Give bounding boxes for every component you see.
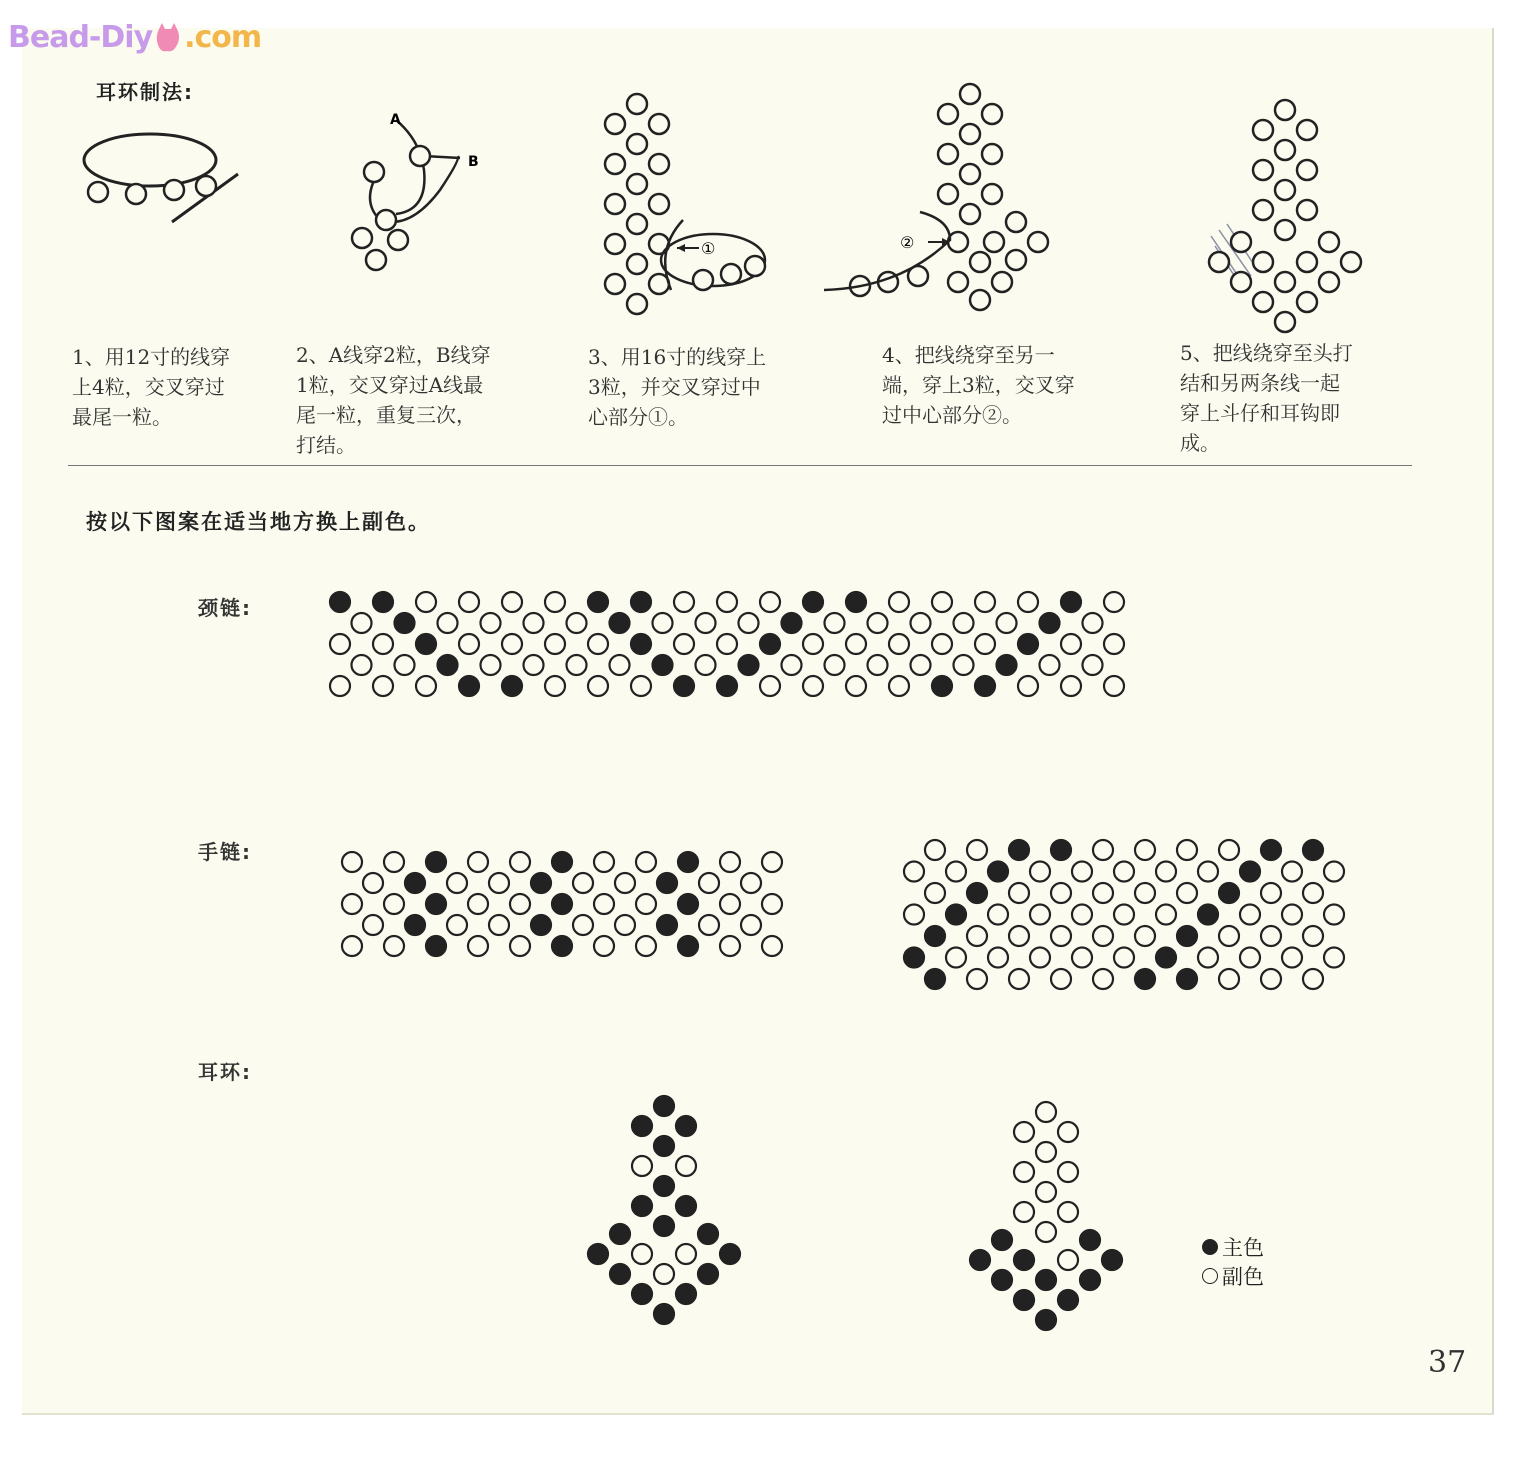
bead-secondary-color [1014, 1122, 1034, 1142]
bead-secondary-color [676, 1156, 696, 1176]
bead-secondary-color [762, 894, 782, 914]
step-4-text: 4、把线绕穿至另一 端，穿上3粒，交叉穿 过中心部分②。 [882, 343, 1075, 427]
bead-main-color [739, 655, 759, 675]
bead-secondary-color [468, 852, 488, 872]
bead-main-color [1261, 840, 1281, 860]
bead-main-color [846, 592, 866, 612]
bead-secondary-color [468, 894, 488, 914]
bead-main-color [1303, 840, 1323, 860]
bead-main-color [632, 1284, 652, 1304]
bead-secondary-color [636, 894, 656, 914]
bead-secondary-color [1036, 1182, 1056, 1202]
bead-main-color [330, 592, 350, 612]
bead-secondary-color [1093, 840, 1113, 860]
bead-main-color [674, 676, 694, 696]
bead-secondary-color [699, 873, 719, 893]
bead-secondary-color [1324, 905, 1344, 925]
bead-main-color [610, 1264, 630, 1284]
bead-secondary-color [1083, 613, 1103, 633]
bead-secondary-color [1303, 969, 1323, 989]
bead-secondary-color [1104, 676, 1124, 696]
bracelet-bead-pattern-2 [900, 836, 1360, 992]
bead-secondary-color [1036, 1142, 1056, 1162]
bead-secondary-color [889, 634, 909, 654]
bead-secondary-color [1093, 969, 1113, 989]
bead-main-color [992, 1230, 1012, 1250]
section-divider [68, 465, 1412, 466]
bead-secondary-color [1135, 840, 1155, 860]
bead-secondary-color [384, 936, 404, 956]
bead-secondary-color [489, 873, 509, 893]
bead-main-color [426, 852, 446, 872]
bead-secondary-color [1051, 926, 1071, 946]
empty-bead-icon [1202, 1268, 1218, 1284]
bead-secondary-color [481, 613, 501, 633]
center-marker-2: ② [900, 233, 915, 252]
bead-secondary-color [545, 676, 565, 696]
step-5-diagram [1205, 96, 1365, 336]
bead-main-color [1219, 883, 1239, 903]
bead-main-color [657, 873, 677, 893]
bead-secondary-color [330, 676, 350, 696]
earring-label: 耳环: [198, 1060, 252, 1084]
bead-secondary-color [1219, 840, 1239, 860]
bead-secondary-color [696, 655, 716, 675]
earring-bead-pattern-1 [586, 1094, 746, 1334]
bead-main-color [782, 613, 802, 633]
bead-main-color [1061, 592, 1081, 612]
necklace-bead-pattern [326, 588, 1126, 708]
bead-secondary-color [653, 613, 673, 633]
bead-main-color [531, 915, 551, 935]
bead-secondary-color [1104, 634, 1124, 654]
bead-main-color [1080, 1270, 1100, 1290]
bead-secondary-color [654, 1264, 674, 1284]
bead-secondary-color [762, 936, 782, 956]
bead-main-color [1198, 905, 1218, 925]
bead-secondary-color [1061, 676, 1081, 696]
bead-secondary-color [1051, 883, 1071, 903]
bead-secondary-color [1135, 926, 1155, 946]
bead-main-color [1135, 969, 1155, 989]
bead-secondary-color [1324, 948, 1344, 968]
bead-secondary-color [636, 936, 656, 956]
bead-secondary-color [632, 1156, 652, 1176]
bead-secondary-color [997, 613, 1017, 633]
bead-secondary-color [363, 873, 383, 893]
bead-secondary-color [1324, 862, 1344, 882]
bead-secondary-color [1009, 969, 1029, 989]
bead-secondary-color [1072, 905, 1092, 925]
thread-a-label: A [390, 112, 401, 128]
bead-secondary-color [1093, 926, 1113, 946]
bead-secondary-color [1030, 948, 1050, 968]
bead-main-color [1014, 1250, 1034, 1270]
bead-secondary-color [1009, 883, 1029, 903]
filled-bead-icon [1202, 1239, 1218, 1255]
bead-secondary-color [868, 655, 888, 675]
bead-secondary-color [567, 655, 587, 675]
bead-secondary-color [573, 915, 593, 935]
bead-secondary-color [1030, 862, 1050, 882]
bead-secondary-color [889, 676, 909, 696]
bead-main-color [610, 613, 630, 633]
bead-secondary-color [825, 655, 845, 675]
bead-secondary-color [395, 655, 415, 675]
bead-secondary-color [967, 969, 987, 989]
bead-secondary-color [975, 592, 995, 612]
bead-secondary-color [1261, 926, 1281, 946]
bead-secondary-color [1072, 948, 1092, 968]
bead-secondary-color [1177, 840, 1197, 860]
bead-main-color [997, 655, 1017, 675]
bead-secondary-color [699, 915, 719, 935]
bead-main-color [1240, 862, 1260, 882]
bead-secondary-color [760, 592, 780, 612]
bead-secondary-color [330, 634, 350, 654]
bead-main-color [653, 655, 673, 675]
bead-main-color [717, 676, 737, 696]
bead-secondary-color [1282, 948, 1302, 968]
bead-secondary-color [1219, 926, 1239, 946]
bead-main-color [1156, 948, 1176, 968]
bead-secondary-color [1240, 948, 1260, 968]
bead-main-color [676, 1284, 696, 1304]
bead-main-color [373, 592, 393, 612]
bead-secondary-color [674, 634, 694, 654]
bead-secondary-color [911, 655, 931, 675]
bead-main-color [631, 592, 651, 612]
bead-secondary-color [1303, 926, 1323, 946]
bead-secondary-color [631, 676, 651, 696]
bead-main-color [925, 926, 945, 946]
bead-secondary-color [1303, 883, 1323, 903]
bead-secondary-color [1040, 655, 1060, 675]
bead-secondary-color [720, 936, 740, 956]
bead-secondary-color [762, 852, 782, 872]
bead-secondary-color [741, 873, 761, 893]
bead-main-color [405, 873, 425, 893]
bead-secondary-color [1061, 634, 1081, 654]
bead-main-color [426, 894, 446, 914]
bead-main-color [678, 936, 698, 956]
bead-main-color [1177, 969, 1197, 989]
bead-main-color [1080, 1230, 1100, 1250]
bead-main-color [1177, 926, 1197, 946]
bead-main-color [1036, 1310, 1056, 1330]
bead-main-color [1040, 613, 1060, 633]
bead-secondary-color [1156, 862, 1176, 882]
bead-main-color [438, 655, 458, 675]
bead-secondary-color [1083, 655, 1103, 675]
bead-main-color [632, 1116, 652, 1136]
bead-main-color [395, 613, 415, 633]
step-3-text: 3、用16寸的线穿上 3粒，并交叉穿过中 心部分①。 [588, 345, 767, 429]
bead-secondary-color [1240, 905, 1260, 925]
bead-secondary-color [588, 634, 608, 654]
bead-secondary-color [946, 948, 966, 968]
bead-secondary-color [1018, 676, 1038, 696]
bead-secondary-color [739, 613, 759, 633]
bead-secondary-color [510, 852, 530, 872]
legend-secondary [1202, 1261, 1264, 1291]
bead-secondary-color [594, 936, 614, 956]
bead-secondary-color [567, 613, 587, 633]
bead-main-color [531, 873, 551, 893]
bead-main-color [459, 676, 479, 696]
bead-secondary-color [594, 852, 614, 872]
bead-main-color [932, 676, 952, 696]
bead-secondary-color [342, 936, 362, 956]
pattern-intro: 按以下图案在适当地方换上副色。 [86, 510, 431, 534]
bead-main-color [1051, 840, 1071, 860]
bead-main-color [904, 948, 924, 968]
bead-secondary-color [1104, 592, 1124, 612]
bead-secondary-color [925, 840, 945, 860]
bead-main-color [610, 1224, 630, 1244]
bead-secondary-color [1058, 1250, 1078, 1270]
bead-secondary-color [1177, 883, 1197, 903]
bead-main-color [720, 1244, 740, 1264]
bead-secondary-color [717, 634, 737, 654]
bead-secondary-color [1114, 905, 1134, 925]
bead-secondary-color [1093, 883, 1113, 903]
bead-main-color [967, 883, 987, 903]
cat-icon [155, 23, 181, 53]
bead-secondary-color [846, 634, 866, 654]
bead-secondary-color [696, 613, 716, 633]
bead-main-color [552, 936, 572, 956]
bead-secondary-color [1058, 1162, 1078, 1182]
bead-main-color [1102, 1250, 1122, 1270]
bead-secondary-color [676, 1244, 696, 1264]
bead-secondary-color [946, 862, 966, 882]
necklace-label: 颈链: [198, 596, 252, 620]
bead-secondary-color [1198, 948, 1218, 968]
bead-secondary-color [636, 852, 656, 872]
bead-secondary-color [846, 676, 866, 696]
step-5-text: 5、把线绕穿至头打 结和另两条线一起 穿上斗仔和耳钩即 成。 [1180, 341, 1353, 455]
bead-secondary-color [416, 592, 436, 612]
bead-secondary-color [932, 592, 952, 612]
bead-secondary-color [510, 894, 530, 914]
bead-secondary-color [438, 613, 458, 633]
bead-main-color [698, 1224, 718, 1244]
watermark-text-main: Bead-Diy [8, 20, 153, 55]
bead-secondary-color [904, 905, 924, 925]
bead-secondary-color [674, 592, 694, 612]
bead-secondary-color [803, 676, 823, 696]
bead-secondary-color [545, 592, 565, 612]
bead-secondary-color [352, 613, 372, 633]
bead-main-color [925, 969, 945, 989]
bead-main-color [988, 862, 1008, 882]
bead-secondary-color [468, 936, 488, 956]
bead-secondary-color [1114, 862, 1134, 882]
bead-secondary-color [447, 873, 467, 893]
bead-secondary-color [954, 655, 974, 675]
bead-main-color [760, 634, 780, 654]
bead-main-color [992, 1270, 1012, 1290]
thread-b-label: B [468, 154, 479, 170]
bead-secondary-color [384, 852, 404, 872]
step-4-diagram [820, 80, 1070, 310]
bead-secondary-color [741, 915, 761, 935]
bracelet-label: 手链: [198, 840, 252, 864]
bead-secondary-color [416, 676, 436, 696]
bead-secondary-color [502, 592, 522, 612]
bead-main-color [803, 592, 823, 612]
bead-main-color [698, 1264, 718, 1284]
bead-main-color [678, 894, 698, 914]
bead-secondary-color [524, 655, 544, 675]
bead-secondary-color [1036, 1222, 1056, 1242]
watermark-logo [8, 20, 261, 55]
earring-method-heading: 耳环制法: [96, 80, 194, 104]
bead-secondary-color [447, 915, 467, 935]
bead-secondary-color [459, 634, 479, 654]
bead-main-color [1009, 840, 1029, 860]
bead-secondary-color [1014, 1202, 1034, 1222]
bead-secondary-color [342, 894, 362, 914]
step-2-text: 2、A线穿2粒，B线穿 1粒，交叉穿过A线最 尾一粒，重复三次， 打结。 [296, 343, 491, 457]
bead-secondary-color [782, 655, 802, 675]
bead-secondary-color [720, 894, 740, 914]
bead-main-color [1036, 1270, 1056, 1290]
bead-main-color [588, 592, 608, 612]
bead-secondary-color [911, 613, 931, 633]
bead-main-color [552, 852, 572, 872]
bead-secondary-color [720, 852, 740, 872]
bead-secondary-color [373, 634, 393, 654]
bead-secondary-color [502, 634, 522, 654]
bead-secondary-color [1030, 905, 1050, 925]
bead-main-color [654, 1216, 674, 1236]
bead-secondary-color [889, 592, 909, 612]
bead-main-color [631, 634, 651, 654]
bead-secondary-color [967, 926, 987, 946]
bead-secondary-color [615, 873, 635, 893]
legend-main [1202, 1232, 1264, 1262]
bead-secondary-color [1072, 862, 1092, 882]
bead-secondary-color [932, 634, 952, 654]
bead-main-color [678, 852, 698, 872]
bead-secondary-color [1058, 1202, 1078, 1222]
bead-main-color [975, 676, 995, 696]
bead-secondary-color [1261, 883, 1281, 903]
bead-secondary-color [545, 634, 565, 654]
bead-secondary-color [1051, 969, 1071, 989]
legend-main-label: 主色 [1222, 1236, 1264, 1260]
bead-secondary-color [459, 592, 479, 612]
earring-bead-pattern-2 [968, 1100, 1128, 1336]
bead-secondary-color [988, 905, 1008, 925]
bead-main-color [970, 1250, 990, 1270]
bead-secondary-color [1135, 883, 1155, 903]
bead-secondary-color [717, 592, 737, 612]
bead-main-color [632, 1196, 652, 1216]
bead-secondary-color [988, 948, 1008, 968]
bead-secondary-color [524, 613, 544, 633]
bead-secondary-color [610, 655, 630, 675]
bead-main-color [426, 936, 446, 956]
bead-main-color [654, 1136, 674, 1156]
watermark-text-domain: .com [184, 20, 262, 55]
bracelet-bead-pattern-1 [338, 848, 798, 958]
bead-secondary-color [975, 634, 995, 654]
bead-main-color [416, 634, 436, 654]
bead-secondary-color [967, 840, 987, 860]
bead-secondary-color [352, 655, 372, 675]
bead-main-color [1018, 634, 1038, 654]
bead-secondary-color [1014, 1162, 1034, 1182]
bead-main-color [1014, 1290, 1034, 1310]
bead-main-color [676, 1196, 696, 1216]
bead-secondary-color [588, 676, 608, 696]
bead-secondary-color [573, 873, 593, 893]
bead-secondary-color [489, 915, 509, 935]
bead-secondary-color [481, 655, 501, 675]
bead-secondary-color [803, 634, 823, 654]
bead-secondary-color [825, 613, 845, 633]
bead-main-color [657, 915, 677, 935]
bead-secondary-color [1156, 905, 1176, 925]
bead-main-color [676, 1116, 696, 1136]
bead-secondary-color [342, 852, 362, 872]
bead-secondary-color [1018, 592, 1038, 612]
bead-secondary-color [1219, 969, 1239, 989]
bead-secondary-color [594, 894, 614, 914]
bead-secondary-color [925, 883, 945, 903]
bead-main-color [588, 1244, 608, 1264]
bead-main-color [654, 1096, 674, 1116]
bead-secondary-color [954, 613, 974, 633]
step-2-diagram [340, 110, 490, 280]
bead-main-color [654, 1304, 674, 1324]
bead-secondary-color [510, 936, 530, 956]
step-1-text: 1、用12寸的线穿 上4粒，交叉穿过 最尾一粒。 [72, 345, 231, 429]
bead-secondary-color [1261, 969, 1281, 989]
bead-secondary-color [384, 894, 404, 914]
bead-main-color [1058, 1290, 1078, 1310]
page-number: 37 [1428, 1345, 1467, 1380]
bead-secondary-color [615, 915, 635, 935]
bead-secondary-color [1009, 926, 1029, 946]
bead-main-color [946, 905, 966, 925]
step-1-diagram [80, 130, 250, 230]
bead-secondary-color [632, 1244, 652, 1264]
bead-secondary-color [1282, 862, 1302, 882]
center-marker-1: ① [701, 239, 716, 258]
bead-secondary-color [373, 676, 393, 696]
bead-main-color [405, 915, 425, 935]
bead-secondary-color [904, 862, 924, 882]
bead-secondary-color [1058, 1122, 1078, 1142]
bead-secondary-color [868, 613, 888, 633]
bead-secondary-color [1114, 948, 1134, 968]
bead-secondary-color [760, 676, 780, 696]
bead-secondary-color [363, 915, 383, 935]
bead-main-color [654, 1176, 674, 1196]
bead-main-color [552, 894, 572, 914]
legend-secondary-label: 副色 [1222, 1265, 1264, 1289]
bead-main-color [502, 676, 522, 696]
bead-secondary-color [1198, 862, 1218, 882]
bead-secondary-color [1282, 905, 1302, 925]
bead-secondary-color [1036, 1102, 1056, 1122]
step-3-diagram [595, 90, 775, 330]
